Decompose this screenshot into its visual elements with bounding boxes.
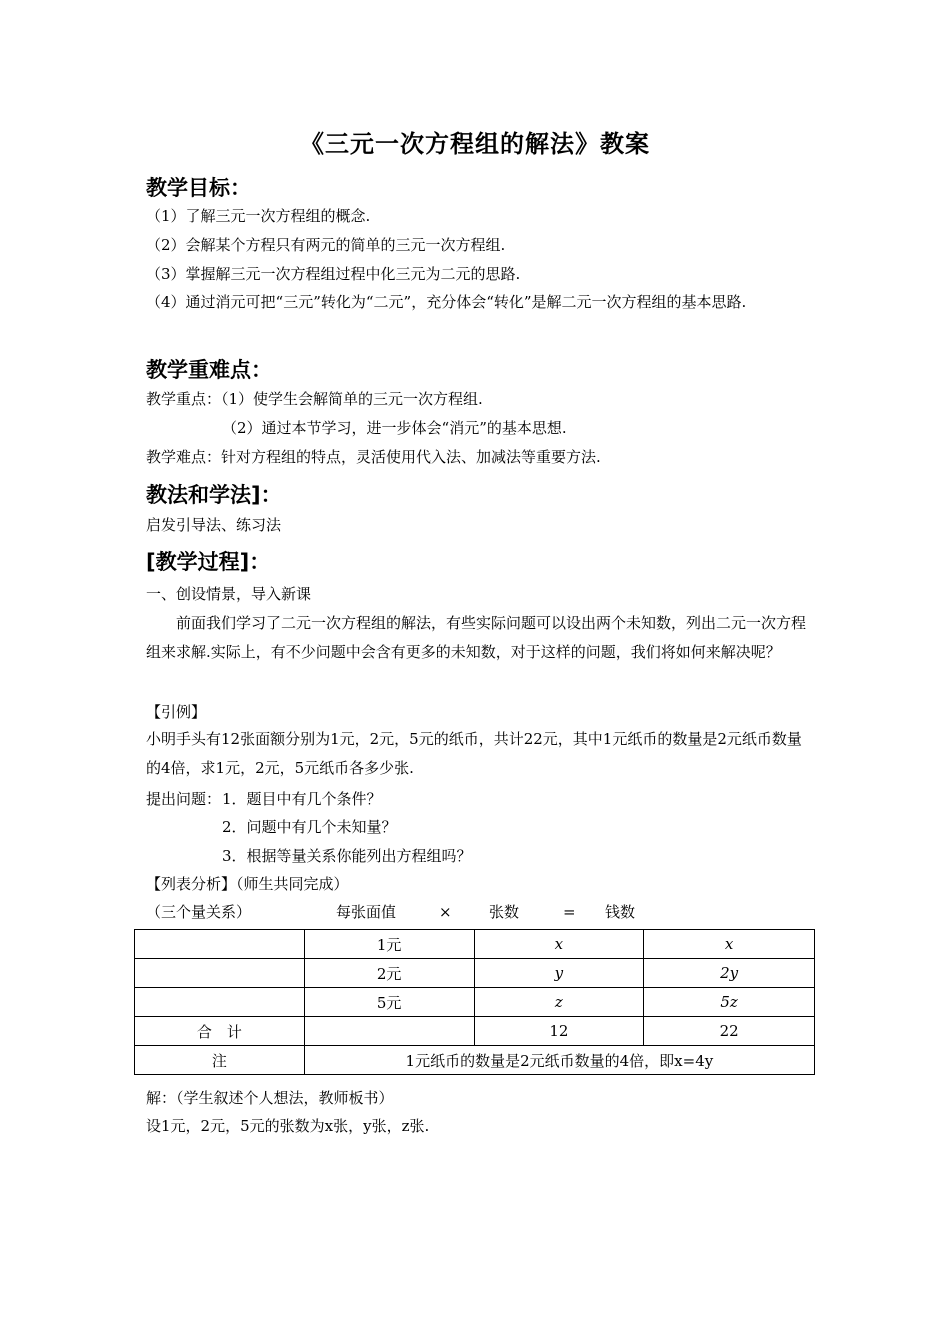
goal-item: （1）了解三元一次方程组的概念. bbox=[146, 207, 371, 225]
document-title: 《三元一次方程组的解法》教案 bbox=[300, 129, 650, 158]
relation-term: 钱数 bbox=[605, 903, 636, 921]
table-row bbox=[135, 930, 815, 959]
solve-line: 设1元，2元，5元的张数为x张，y张，z张. bbox=[146, 1117, 430, 1135]
methods-heading: 教法和学法]： bbox=[146, 483, 282, 507]
section-heading: 一、创设情景，导入新课 bbox=[146, 585, 312, 603]
table-cell: 1元纸币的数量是2元纸币数量的4倍，即x=4y bbox=[304, 1046, 814, 1075]
table-cell: 5元 bbox=[304, 988, 474, 1017]
difficulty-line: 教学难点：针对方程组的特点，灵活使用代入法、加减法等重要方法. bbox=[146, 448, 601, 466]
relation-operator: × bbox=[439, 903, 452, 921]
question-item: 3．根据等量关系你能列出方程组吗？ bbox=[222, 847, 472, 865]
goal-item: （2）会解某个方程只有两元的简单的三元一次方程组. bbox=[146, 236, 506, 254]
example-paragraph: 小明手头有12张面额分别为1元，2元，5元的纸币，共计22元，其中1元纸币的数量是2元纸币数量的4倍，求1元，2元，5元纸币各多少张. bbox=[146, 730, 802, 777]
relation-operator: = bbox=[563, 903, 576, 921]
table-cell: z bbox=[474, 988, 644, 1017]
table-cell: y bbox=[474, 959, 644, 988]
table-cell: 注 bbox=[135, 1046, 305, 1075]
table-row bbox=[135, 1046, 815, 1075]
process-heading: [教学过程]： bbox=[146, 550, 271, 574]
table-cell: 22 bbox=[644, 1017, 815, 1046]
goal-item: （4）通过消元可把“三元”转化为“二元”，充分体会“转化”是解二元一次方程组的基本思路. bbox=[146, 293, 747, 311]
table-cell bbox=[135, 988, 305, 1017]
goals-heading: 教学目标： bbox=[146, 176, 251, 200]
table-cell: 1元 bbox=[304, 930, 474, 959]
table-cell: x bbox=[474, 930, 644, 959]
relation-label: （三个量关系） bbox=[146, 903, 252, 921]
question-item: 2．问题中有几个未知量？ bbox=[222, 818, 397, 836]
table-row bbox=[135, 988, 815, 1017]
analysis-table bbox=[134, 929, 815, 1075]
table-cell: 2y bbox=[644, 959, 815, 988]
question-item: 1．题目中有几个条件？ bbox=[222, 790, 382, 808]
key-points-heading: 教学重难点： bbox=[146, 358, 272, 382]
relation-term: 张数 bbox=[489, 903, 520, 921]
question-prefix: 提出问题： bbox=[146, 790, 222, 808]
table-cell bbox=[135, 959, 305, 988]
table-cell: x bbox=[644, 930, 815, 959]
key-point-line: 教学重点：（1）使学生会解简单的三元一次方程组. bbox=[146, 390, 483, 408]
table-cell: 合 计 bbox=[135, 1017, 305, 1046]
goal-item: （3）掌握解三元一次方程组过程中化三元为二元的思路. bbox=[146, 265, 521, 283]
table-cell bbox=[304, 1017, 474, 1046]
table-cell: 12 bbox=[474, 1017, 644, 1046]
relation-term: 每张面值 bbox=[336, 903, 397, 921]
solve-label: 解：（学生叙述个人想法，教师板书） bbox=[146, 1089, 394, 1107]
table-row bbox=[135, 959, 815, 988]
table-cell bbox=[135, 930, 305, 959]
methods-text: 启发引导法、练习法 bbox=[146, 516, 282, 534]
table-label: 【列表分析】（师生共同完成） bbox=[146, 875, 349, 893]
example-label: 【引例】 bbox=[146, 703, 207, 721]
table-cell: 2元 bbox=[304, 959, 474, 988]
table-cell: 5z bbox=[644, 988, 815, 1017]
table-row bbox=[135, 1017, 815, 1046]
intro-paragraph: 前面我们学习了二元一次方程组的解法，有些实际问题可以设出两个未知数，列出二元一次方程组来求解.实际上，有不少问题中会含有更多的未知数，对于这样的问题，我们将如何来解决呢？ bbox=[146, 614, 807, 661]
key-point-line: （2）通过本节学习，进一步体会“消元”的基本思想. bbox=[222, 419, 567, 437]
